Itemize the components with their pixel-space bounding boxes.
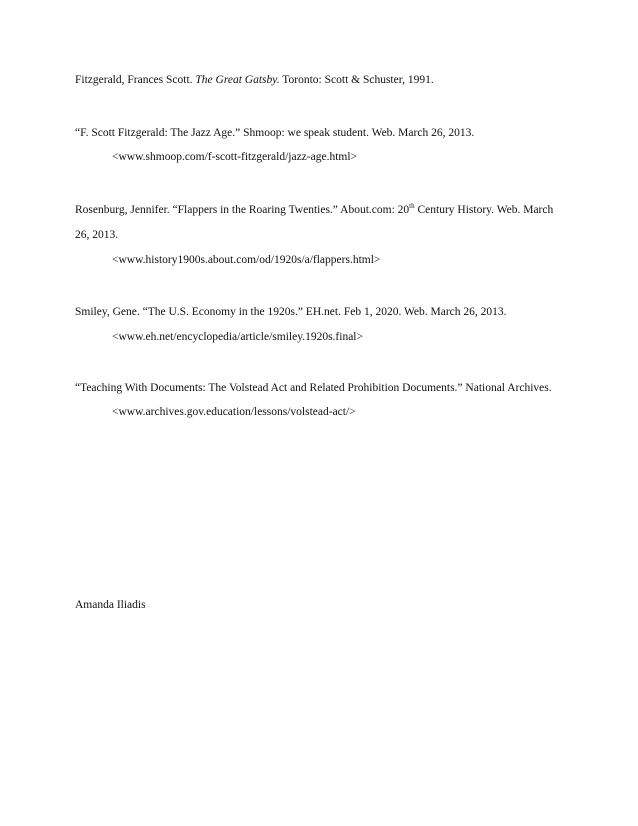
citation-gatsby-author: Fitzgerald, Frances Scott. bbox=[75, 74, 196, 86]
citation-flappers bbox=[75, 203, 553, 217]
citation-shmoop-url: <www.shmoop.com/f-scott-fitzgerald/jazz-age.html> bbox=[112, 151, 358, 163]
citation-flappers-superscript: th bbox=[409, 202, 415, 211]
citation-gatsby-publisher: Toronto: Scott & Schuster, 1991. bbox=[279, 74, 434, 86]
citation-smiley: Smiley, Gene. “The U.S. Economy in the 1920s.” EH.net. Feb 1, 2020. Web. March 26, 2013. bbox=[75, 306, 507, 318]
citation-volstead-url: <www.archives.gov.education/lessons/volstead-act/> bbox=[112, 406, 356, 418]
citation-volstead: “Teaching With Documents: The Volstead Act and Related Prohibition Documents.” National Archives. bbox=[75, 382, 552, 394]
author-name: Amanda Iliadis bbox=[75, 599, 146, 611]
citation-gatsby bbox=[75, 73, 434, 87]
citation-flappers-text-post: Century History. Web. March bbox=[414, 204, 554, 216]
citation-flappers-text: Rosenburg, Jennifer. “Flappers in the Roaring Twenties.” About.com: 20 bbox=[75, 204, 410, 216]
citation-flappers-line2: 26, 2013. bbox=[75, 229, 119, 241]
citation-shmoop: “F. Scott Fitzgerald: The Jazz Age.” Shmoop: we speak student. Web. March 26, 2013. bbox=[75, 127, 475, 139]
citation-flappers-url: <www.history1900s.about.com/od/1920s/a/flappers.html> bbox=[112, 254, 381, 266]
citation-gatsby-title: The Great Gatsby. bbox=[195, 74, 280, 86]
citation-smiley-url: <www.eh.net/encyclopedia/article/smiley.1920s.final> bbox=[112, 331, 363, 343]
